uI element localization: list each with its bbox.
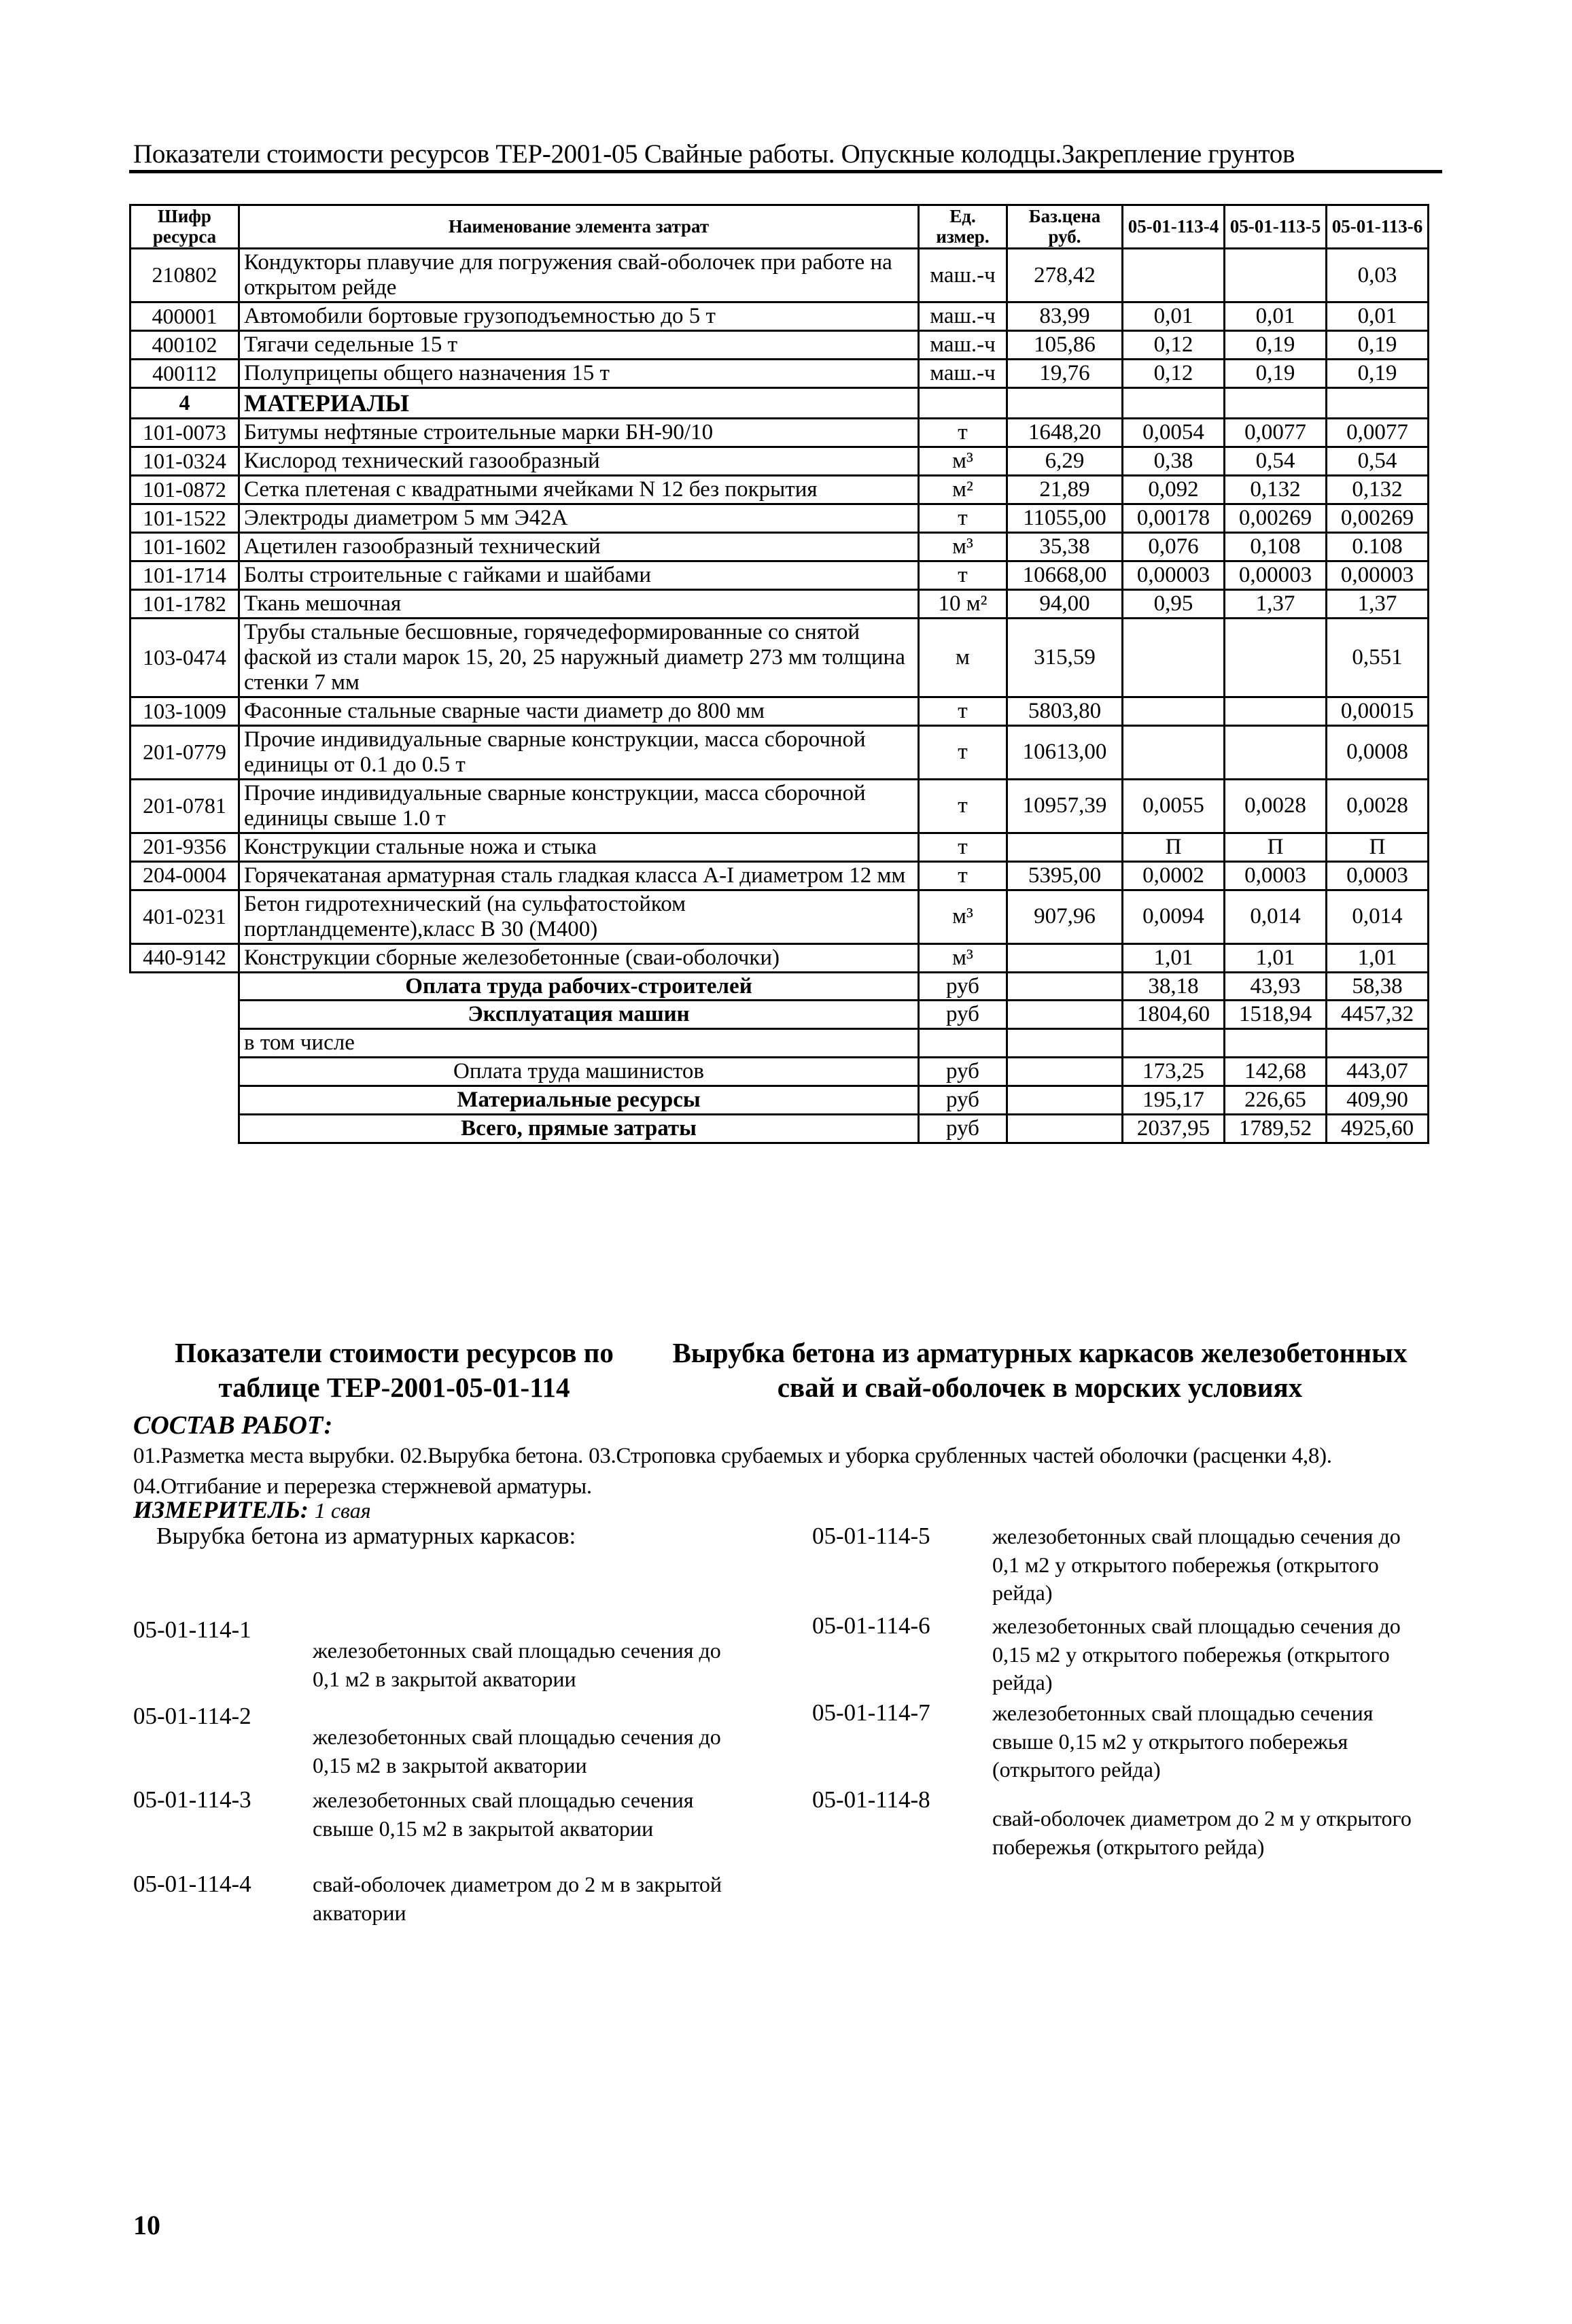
resource-name-cell: Полуприцепы общего назначения 15 т: [239, 360, 919, 388]
base-price-cell: 1648,20: [1007, 419, 1123, 447]
resource-name-cell: Сетка плетеная с квадратными ячейками N 12 без покрытия: [239, 476, 919, 504]
resource-code-cell: 101-1602: [130, 533, 239, 561]
resource-code-cell: 400112: [130, 360, 239, 388]
measure-value: 1 свая: [314, 1498, 371, 1523]
resource-code-cell: 201-0779: [130, 725, 239, 779]
value-113-5-cell: 0,01: [1225, 302, 1327, 331]
measure-unit: [133, 1495, 371, 1524]
unit-cell: маш.-ч: [919, 302, 1007, 331]
value-113-4-cell: 0,092: [1123, 476, 1225, 504]
value-113-5-cell: 0,014: [1225, 890, 1327, 943]
unit-cell: м: [919, 619, 1007, 697]
value-113-5-cell: 0,132: [1225, 476, 1327, 504]
base-price-cell: 11055,00: [1007, 504, 1123, 533]
value-113-6-cell: 1,01: [1327, 943, 1429, 972]
value-113-6-cell: 0,54: [1327, 447, 1429, 476]
summary-value-cell: 173,25: [1123, 1058, 1225, 1086]
table-row: [130, 504, 1429, 533]
item-desc: железобетонных свай площадью сечения до 0,15 м2 в закрытой акватории: [313, 1724, 721, 1777]
table-row: [130, 833, 1429, 861]
resource-code-cell: 400001: [130, 302, 239, 331]
value-113-4-cell: 0,00178: [1123, 504, 1225, 533]
summary-value-cell: 226,65: [1225, 1086, 1327, 1115]
table-row: [130, 360, 1429, 388]
summary-row: [130, 1086, 1429, 1115]
value-113-6-cell: 0,014: [1327, 890, 1429, 943]
resource-code-cell: 204-0004: [130, 861, 239, 890]
resource-name-cell: Автомобили бортовые грузоподъемностью до 5 т: [239, 302, 919, 331]
header-rule: [129, 170, 1442, 173]
base-price-cell: [1007, 833, 1123, 861]
value-113-6-cell: 0,00003: [1327, 561, 1429, 590]
item-desc: железобетонных свай площадью сечения свыше 0,15 м2 в закрытой акватории: [313, 1788, 694, 1841]
summary-blank-cell: [130, 972, 239, 1001]
value-113-5-cell: [1225, 619, 1327, 697]
summary-unit-cell: руб: [919, 1058, 1007, 1086]
unit-cell: маш.-ч: [919, 360, 1007, 388]
summary-name-cell: Материальные ресурсы: [239, 1086, 919, 1115]
resource-name-cell: Болты строительные с гайками и шайбами: [239, 561, 919, 590]
table-row: [130, 890, 1429, 943]
value-113-5-cell: П: [1225, 833, 1327, 861]
table-row: [130, 561, 1429, 590]
summary-value-cell: 443,07: [1327, 1058, 1429, 1086]
resource-name-cell: Конструкции стальные ножа и стыка: [239, 833, 919, 861]
section-left-title: Показатели стоимости ресурсов по таблице ТЕР-2001-05-01-114: [175, 1337, 614, 1404]
value-113-6-cell: 0,00015: [1327, 697, 1429, 725]
value-113-4-cell: 0,00003: [1123, 561, 1225, 590]
resource-code-cell: 101-1782: [130, 590, 239, 619]
summary-blank-cell: [130, 1115, 239, 1143]
value-113-5-cell: 0,00003: [1225, 561, 1327, 590]
summary-price-cell: [1007, 1001, 1123, 1029]
resource-code-cell: 101-0872: [130, 476, 239, 504]
resource-code-cell: 401-0231: [130, 890, 239, 943]
unit-cell: 10 м²: [919, 590, 1007, 619]
summary-value-cell: 43,93: [1225, 972, 1327, 1001]
value-113-4-cell: 0,076: [1123, 533, 1225, 561]
summary-value-cell: 1518,94: [1225, 1001, 1327, 1029]
base-price-cell: 315,59: [1007, 619, 1123, 697]
table-row: [130, 302, 1429, 331]
value-113-5-cell: 0,108: [1225, 533, 1327, 561]
unit-cell: т: [919, 861, 1007, 890]
value-113-6-cell: 0,00269: [1327, 504, 1429, 533]
value-113-5-cell: 0,0003: [1225, 861, 1327, 890]
value-113-6-cell: 0,551: [1327, 619, 1429, 697]
item-desc: железобетонных свай площадью сечения до 0,15 м2 у открытого побережья (открытого рейда): [992, 1614, 1401, 1695]
item-code: 05-01-114-2: [133, 1703, 251, 1729]
summary-value-cell: 4925,60: [1327, 1115, 1429, 1143]
page-header-title: Показатели стоимости ресурсов ТЕР-2001-05 Свайные работы. Опускные колодцы.Закрепление грунтов: [133, 139, 1295, 169]
value-113-6-cell: [1327, 388, 1429, 419]
summary-blank-cell: [130, 1058, 239, 1086]
summary-row: [130, 972, 1429, 1001]
unit-cell: маш.-ч: [919, 249, 1007, 302]
unit-cell: т: [919, 725, 1007, 779]
summary-value-cell: [1225, 1029, 1327, 1058]
value-113-5-cell: 1,01: [1225, 943, 1327, 972]
summary-name-cell: Эксплуатация машин: [239, 1001, 919, 1029]
table-row: [130, 619, 1429, 697]
table-row: [130, 476, 1429, 504]
value-113-4-cell: [1123, 725, 1225, 779]
value-113-5-cell: [1225, 249, 1327, 302]
value-113-5-cell: 1,37: [1225, 590, 1327, 619]
item-code: 05-01-114-5: [812, 1523, 930, 1549]
table-header-row: [130, 205, 1429, 249]
base-price-cell: 907,96: [1007, 890, 1123, 943]
unit-cell: м³: [919, 943, 1007, 972]
summary-value-cell: [1327, 1029, 1429, 1058]
value-113-4-cell: 0,0002: [1123, 861, 1225, 890]
value-113-5-cell: [1225, 697, 1327, 725]
summary-price-cell: [1007, 1029, 1123, 1058]
summary-unit-cell: руб: [919, 1086, 1007, 1115]
value-113-4-cell: 0,0094: [1123, 890, 1225, 943]
value-113-6-cell: 0,0008: [1327, 725, 1429, 779]
value-113-6-cell: 0,0028: [1327, 779, 1429, 833]
summary-name-cell: в том числе: [239, 1029, 919, 1058]
unit-cell: маш.-ч: [919, 331, 1007, 360]
base-price-cell: [1007, 388, 1123, 419]
summary-value-cell: 195,17: [1123, 1086, 1225, 1115]
unit-cell: м³: [919, 533, 1007, 561]
base-price-cell: 10613,00: [1007, 725, 1123, 779]
summary-blank-cell: [130, 1001, 239, 1029]
base-price-cell: 94,00: [1007, 590, 1123, 619]
item-code: 05-01-114-4: [133, 1871, 251, 1897]
value-113-5-cell: 0,19: [1225, 331, 1327, 360]
measure-label: ИЗМЕРИТЕЛЬ:: [133, 1496, 309, 1523]
summary-blank-cell: [130, 1086, 239, 1115]
value-113-4-cell: 0,0055: [1123, 779, 1225, 833]
value-113-6-cell: 0,01: [1327, 302, 1429, 331]
table-row: [130, 533, 1429, 561]
page-number: 10: [133, 2210, 160, 2240]
value-113-4-cell: 0,38: [1123, 447, 1225, 476]
resource-name-cell: Прочие индивидуальные сварные конструкции, масса сборочной единицы свыше 1.0 т: [239, 779, 919, 833]
value-113-4-cell: 1,01: [1123, 943, 1225, 972]
value-113-6-cell: 0,03: [1327, 249, 1429, 302]
resource-code-cell: 101-1714: [130, 561, 239, 590]
summary-value-cell: 58,38: [1327, 972, 1429, 1001]
resource-name-cell: Кислород технический газообразный: [239, 447, 919, 476]
resource-name-cell: Трубы стальные бесшовные, горячедеформированные со снятой фаской из стали марок 15, 20, 25 наружный диаметр 273 мм толщина стенки 7 мм: [239, 619, 919, 697]
table-row: [130, 590, 1429, 619]
summary-row: [130, 1001, 1429, 1029]
items-intro: Вырубка бетона из арматурных каркасов:: [156, 1523, 576, 1549]
resource-name-cell: Тягачи седельные 15 т: [239, 331, 919, 360]
item-desc: свай-оболочек диаметром до 2 м в закрытой акватории: [313, 1872, 722, 1925]
value-113-4-cell: 0,95: [1123, 590, 1225, 619]
base-price-cell: 278,42: [1007, 249, 1123, 302]
resource-code-cell: 440-9142: [130, 943, 239, 972]
summary-value-cell: [1123, 1029, 1225, 1058]
column-header: Наименование элемента затрат: [239, 205, 919, 249]
resource-code-cell: 103-1009: [130, 697, 239, 725]
unit-cell: т: [919, 561, 1007, 590]
value-113-5-cell: [1225, 725, 1327, 779]
table-row: [130, 779, 1429, 833]
table-row: [130, 447, 1429, 476]
table-row: [130, 388, 1429, 419]
column-header: 05-01-113-4: [1123, 205, 1225, 249]
value-113-5-cell: 0,54: [1225, 447, 1327, 476]
value-113-6-cell: 0.108: [1327, 533, 1429, 561]
value-113-6-cell: 0,132: [1327, 476, 1429, 504]
summary-price-cell: [1007, 1086, 1123, 1115]
table-row: [130, 725, 1429, 779]
value-113-4-cell: 0,0054: [1123, 419, 1225, 447]
resource-code-cell: 201-9356: [130, 833, 239, 861]
value-113-6-cell: П: [1327, 833, 1429, 861]
table-row: [130, 697, 1429, 725]
column-header: 05-01-113-6: [1327, 205, 1429, 249]
resource-cost-table: [129, 204, 1429, 1144]
item-desc: свай-оболочек диаметром до 2 м у открытого побережья (открытого рейда): [992, 1806, 1412, 1859]
value-113-4-cell: 0,12: [1123, 331, 1225, 360]
column-header: Шифр ресурса: [130, 205, 239, 249]
work-composition-label: СОСТАВ РАБОТ:: [133, 1411, 333, 1440]
resource-name-cell: Битумы нефтяные строительные марки БН-90/10: [239, 419, 919, 447]
table-row: [130, 861, 1429, 890]
summary-value-cell: 4457,32: [1327, 1001, 1429, 1029]
summary-unit-cell: руб: [919, 1115, 1007, 1143]
summary-price-cell: [1007, 1058, 1123, 1086]
table-row: [130, 943, 1429, 972]
unit-cell: м³: [919, 447, 1007, 476]
unit-cell: т: [919, 419, 1007, 447]
resource-name-cell: Бетон гидротехнический (на сульфатостойком портландцементе),класс В 30 (М400): [239, 890, 919, 943]
unit-cell: т: [919, 504, 1007, 533]
resource-code-cell: 103-0474: [130, 619, 239, 697]
summary-unit-cell: [919, 1029, 1007, 1058]
item-code: 05-01-114-8: [812, 1786, 930, 1813]
base-price-cell: 6,29: [1007, 447, 1123, 476]
summary-value-cell: 38,18: [1123, 972, 1225, 1001]
summary-price-cell: [1007, 972, 1123, 1001]
summary-value-cell: 2037,95: [1123, 1115, 1225, 1143]
section-right-title: Вырубка бетона из арматурных каркасов железобетонных свай и свай-оболочек в морских условиях: [672, 1337, 1408, 1404]
base-price-cell: 10957,39: [1007, 779, 1123, 833]
resource-name-cell: Прочие индивидуальные сварные конструкции, масса сборочной единицы от 0.1 до 0.5 т: [239, 725, 919, 779]
value-113-5-cell: [1225, 388, 1327, 419]
resource-name-cell: Ацетилен газообразный технический: [239, 533, 919, 561]
resource-name-cell: Фасонные стальные сварные части диаметр до 800 мм: [239, 697, 919, 725]
table-row: [130, 331, 1429, 360]
base-price-cell: 35,38: [1007, 533, 1123, 561]
value-113-6-cell: 0,19: [1327, 360, 1429, 388]
summary-value-cell: 409,90: [1327, 1086, 1429, 1115]
value-113-4-cell: П: [1123, 833, 1225, 861]
unit-cell: т: [919, 779, 1007, 833]
resource-name-cell: МАТЕРИАЛЫ: [239, 388, 919, 419]
base-price-cell: 105,86: [1007, 331, 1123, 360]
column-header: 05-01-113-5: [1225, 205, 1327, 249]
value-113-5-cell: 0,19: [1225, 360, 1327, 388]
table-row: [130, 419, 1429, 447]
resource-name-cell: Ткань мешочная: [239, 590, 919, 619]
resource-code-cell: 101-0073: [130, 419, 239, 447]
resource-code-cell: 201-0781: [130, 779, 239, 833]
value-113-6-cell: 0,0077: [1327, 419, 1429, 447]
summary-unit-cell: руб: [919, 972, 1007, 1001]
summary-blank-cell: [130, 1029, 239, 1058]
base-price-cell: 19,76: [1007, 360, 1123, 388]
unit-cell: [919, 388, 1007, 419]
summary-price-cell: [1007, 1115, 1123, 1143]
summary-row: [130, 1115, 1429, 1143]
resource-code-cell: 400102: [130, 331, 239, 360]
item-code: 05-01-114-7: [812, 1699, 930, 1726]
value-113-6-cell: 1,37: [1327, 590, 1429, 619]
value-113-5-cell: 0,0028: [1225, 779, 1327, 833]
resource-name-cell: Кондукторы плавучие для погружения свай-оболочек при работе на открытом рейде: [239, 249, 919, 302]
unit-cell: т: [919, 697, 1007, 725]
item-code: 05-01-114-3: [133, 1786, 251, 1813]
table-row: [130, 249, 1429, 302]
value-113-5-cell: 0,0077: [1225, 419, 1327, 447]
item-desc: железобетонных свай площадью сечения до 0,1 м2 в закрытой акватории: [313, 1638, 721, 1691]
column-header: Ед. измер.: [919, 205, 1007, 249]
resource-name-cell: Горячекатаная арматурная сталь гладкая класса А-I диаметром 12 мм: [239, 861, 919, 890]
item-desc: железобетонных свай площадью сечения до 0,1 м2 у открытого побережья (открытого рейда): [992, 1524, 1401, 1606]
summary-name-cell: Оплата труда рабочих-строителей: [239, 972, 919, 1001]
base-price-cell: 5395,00: [1007, 861, 1123, 890]
work-composition-text: 01.Разметка места вырубки. 02.Вырубка бетона. 03.Строповка срубаемых и уборка срубленных частей оболочки (расценки 4,8). 04.Отгибание и перерезка стержневой арматуры.: [133, 1444, 1332, 1499]
summary-value-cell: 142,68: [1225, 1058, 1327, 1086]
unit-cell: т: [919, 833, 1007, 861]
unit-cell: м³: [919, 890, 1007, 943]
resource-code-cell: 101-1522: [130, 504, 239, 533]
column-header: Баз.цена руб.: [1007, 205, 1123, 249]
value-113-4-cell: 0,01: [1123, 302, 1225, 331]
value-113-4-cell: [1123, 697, 1225, 725]
value-113-4-cell: [1123, 249, 1225, 302]
summary-name-cell: Оплата труда машинистов: [239, 1058, 919, 1086]
base-price-cell: 21,89: [1007, 476, 1123, 504]
summary-row: [130, 1058, 1429, 1086]
resource-code-cell: 101-0324: [130, 447, 239, 476]
unit-cell: м²: [919, 476, 1007, 504]
value-113-4-cell: 0,12: [1123, 360, 1225, 388]
value-113-6-cell: 0,0003: [1327, 861, 1429, 890]
resource-code-cell: 210802: [130, 249, 239, 302]
base-price-cell: 83,99: [1007, 302, 1123, 331]
item-desc: железобетонных свай площадью сечения свыше 0,15 м2 у открытого побережья (открытого рейда): [992, 1701, 1374, 1782]
value-113-4-cell: [1123, 388, 1225, 419]
base-price-cell: [1007, 943, 1123, 972]
value-113-6-cell: 0,19: [1327, 331, 1429, 360]
summary-unit-cell: руб: [919, 1001, 1007, 1029]
base-price-cell: 10668,00: [1007, 561, 1123, 590]
item-code: 05-01-114-1: [133, 1616, 251, 1643]
summary-value-cell: 1804,60: [1123, 1001, 1225, 1029]
resource-code-cell: 4: [130, 388, 239, 419]
summary-row: [130, 1029, 1429, 1058]
resource-name-cell: Конструкции сборные железобетонные (сваи-оболочки): [239, 943, 919, 972]
base-price-cell: 5803,80: [1007, 697, 1123, 725]
value-113-4-cell: [1123, 619, 1225, 697]
summary-name-cell: Всего, прямые затраты: [239, 1115, 919, 1143]
item-code: 05-01-114-6: [812, 1612, 930, 1639]
value-113-5-cell: 0,00269: [1225, 504, 1327, 533]
summary-value-cell: 1789,52: [1225, 1115, 1327, 1143]
resource-name-cell: Электроды диаметром 5 мм Э42А: [239, 504, 919, 533]
